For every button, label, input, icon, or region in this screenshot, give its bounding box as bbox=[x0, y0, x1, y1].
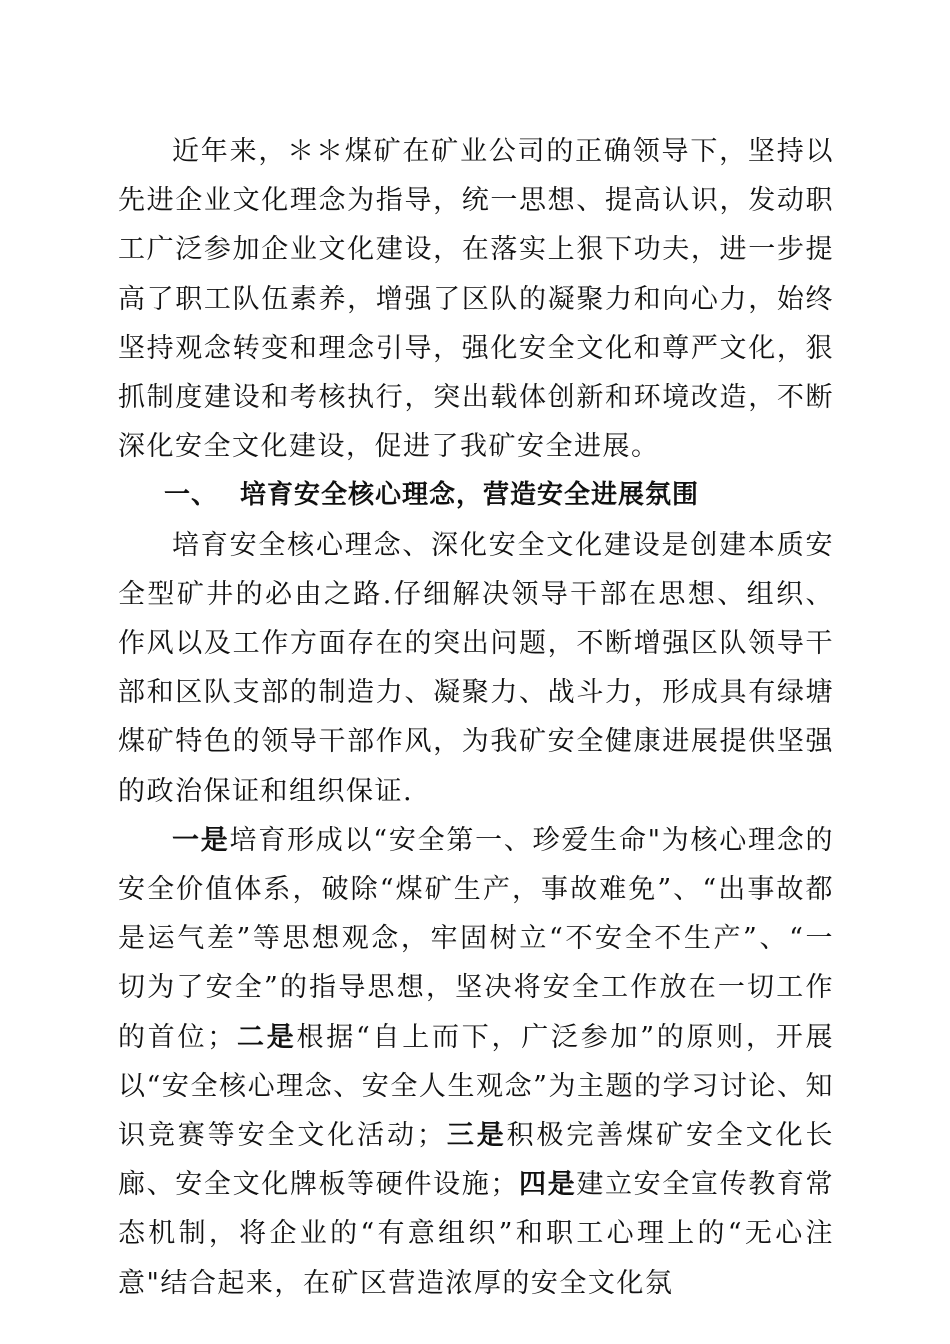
point-text-2: 根据“自上而下，广泛参加”的原则，开展以“安全核心理念、安全人生观念”为主题的学习讨论、知识竞赛等安全文化活动； bbox=[118, 1021, 835, 1152]
lead-marker-3: 三是 bbox=[445, 1120, 507, 1152]
intro-paragraph: 近年来，＊＊煤矿在矿业公司的正确领导下，坚持以先进企业文化理念为指导，统一思想、提高认识，发动职工广泛参加企业文化建设，在落实上狠下功夫，进一步提高了职工队伍素养，增强了区队的凝聚力和向心力，始终坚持观念转变和理念引导，强化安全文化和尊严文化，狠抓制度建设和考核执行，突出载体创新和环境改造，不断深化安全文化建设，促进了我矿安全进展。 bbox=[118, 136, 834, 463]
point-text-1: 培育形成以“安全第一、珍爱生命"为核心理念的安全价值体系，破除“煤矿生产，事故难免”、“出事故都是运气差”等思想观念，牢固树立“不安全不生产”、“一切为了安全”的指导思想，坚决将安全工作放在一切工作的首位； bbox=[118, 824, 835, 1053]
section-heading bbox=[118, 471, 834, 520]
point-text-3: 积极完善煤矿安全文化长廊、安全文化牌板等硬件设施； bbox=[118, 1120, 835, 1201]
section-number: 一、 bbox=[164, 480, 219, 511]
lead-marker-2: 二是 bbox=[235, 1021, 297, 1053]
section-paragraph-1: 培育安全核心理念、深化安全文化建设是创建本质安全型矿井的必由之路.仔细解决领导干部在思想、组织、作风以及工作方面存在的突出问题，不断增强区队领导干部和区队支部的制造力、凝聚力、战斗力，形成具有绿塘煤矿特色的领导干部作风，为我矿安全健康进展提供坚强的政治保证和组织保证. bbox=[118, 529, 834, 807]
lead-marker-1: 一是 bbox=[172, 824, 230, 856]
point-text-4: 建立安全宣传教育常态机制，将企业的“有意组织”和职工心理上的“无心注意"结合起来，在矿区营造浓厚的安全文化氛 bbox=[118, 1169, 835, 1299]
section-paragraph-2 bbox=[118, 816, 834, 1308]
lead-marker-4: 四是 bbox=[518, 1169, 577, 1201]
document-body bbox=[118, 127, 834, 1308]
section-title: 培育安全核心理念，营造安全进展氛围 bbox=[240, 480, 700, 511]
